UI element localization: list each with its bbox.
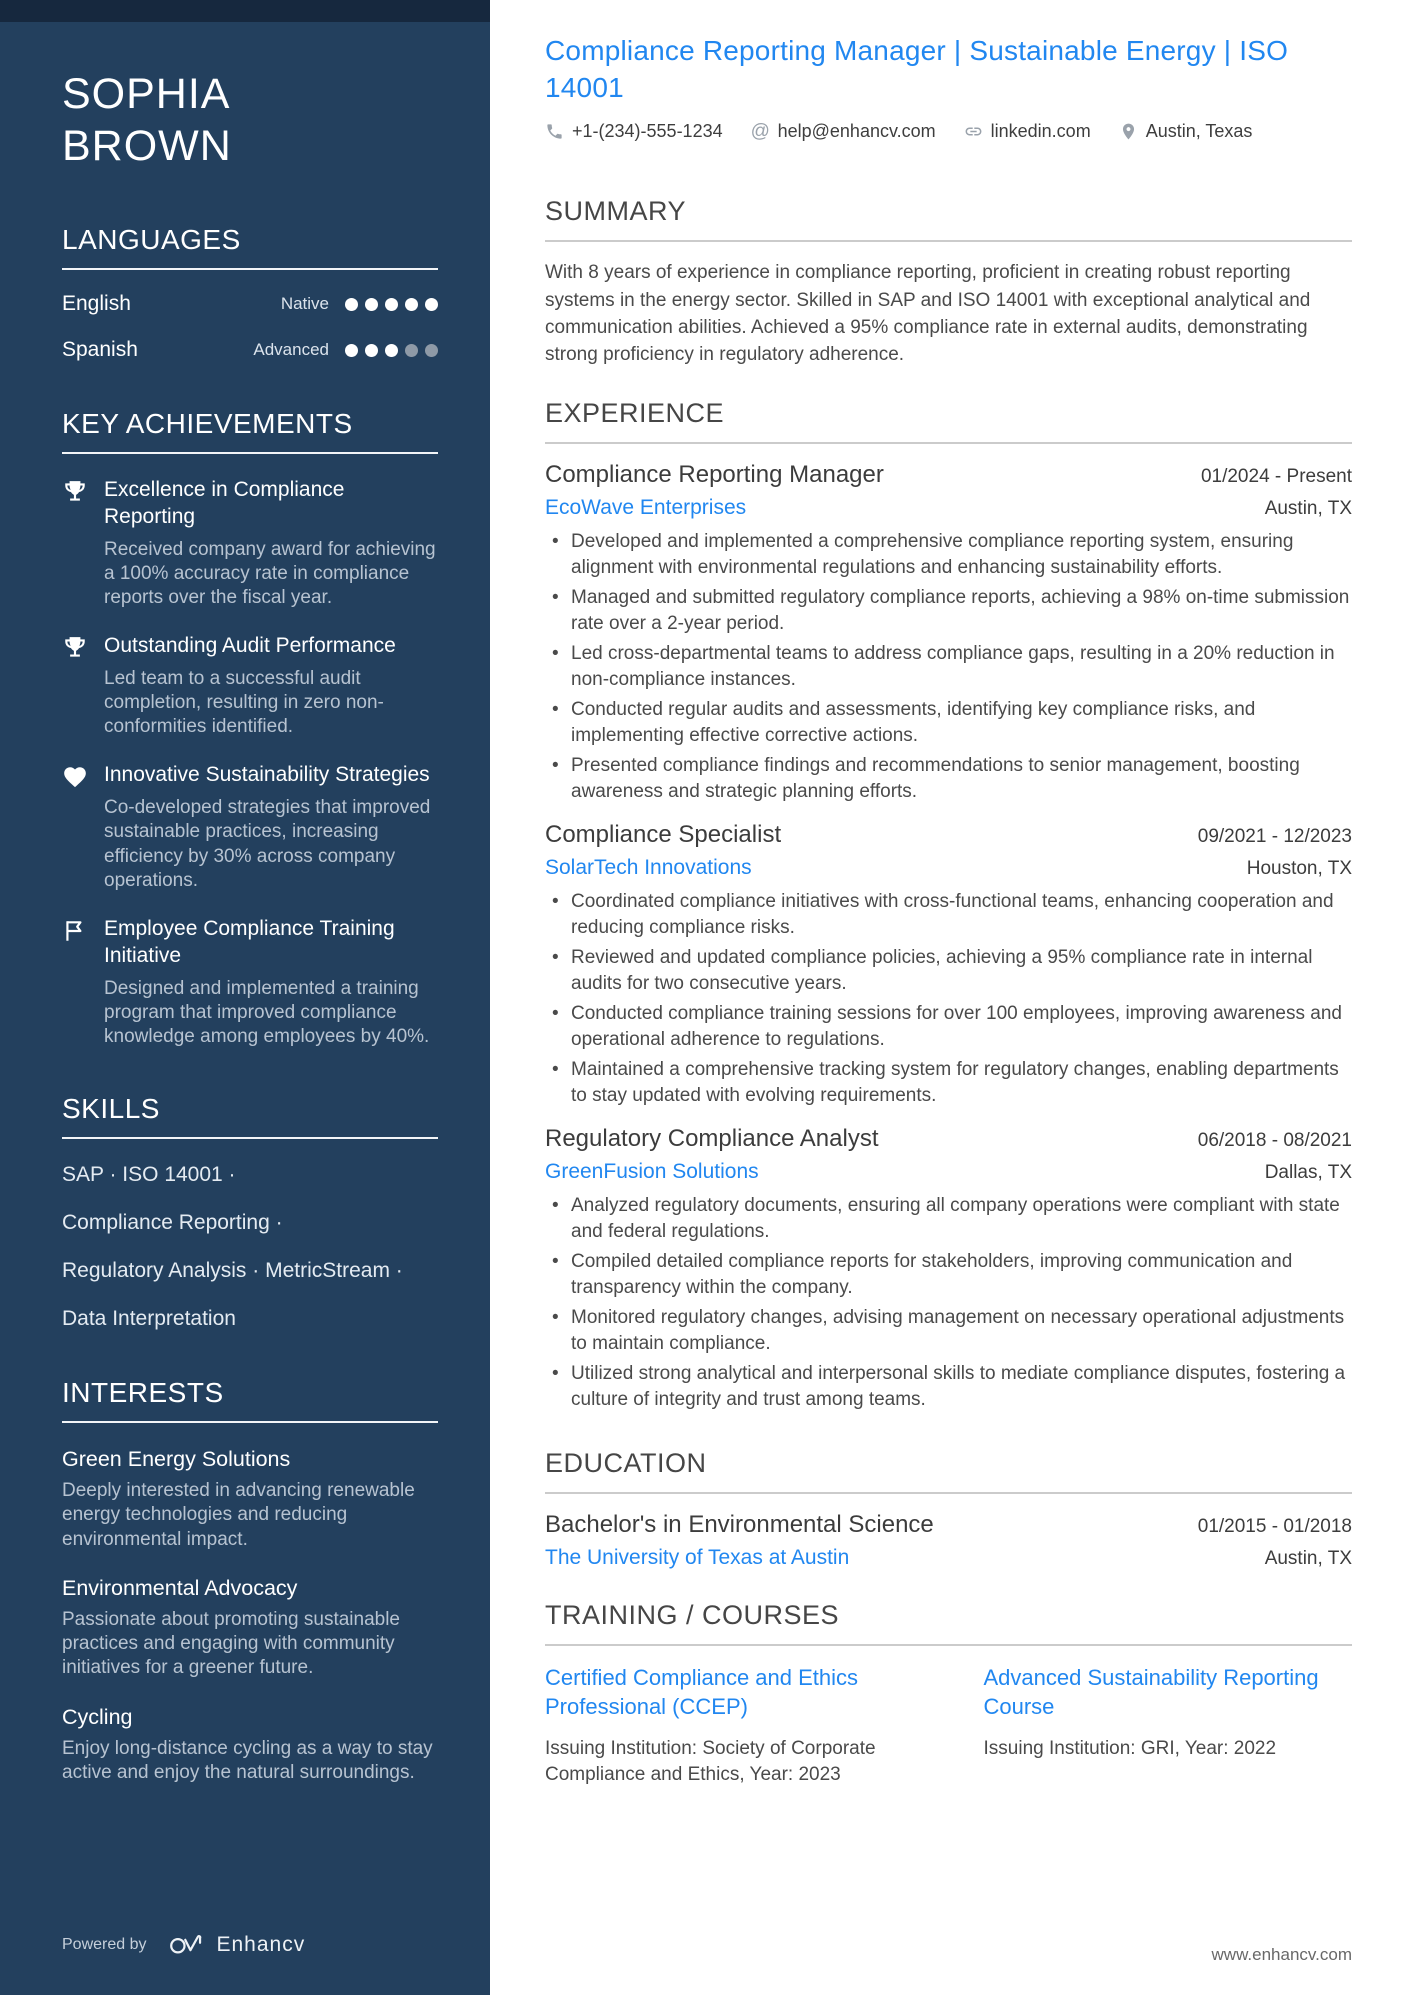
job-bullet: • Coordinated compliance initiatives with cross-functional teams, enhancing cooperation and reducing compliance risks. [545, 889, 1352, 941]
main-column [490, 0, 1410, 1995]
achievement-description: Co-developed strategies that improved sustainable practices, increasing efficiency by 30% across company operations. [104, 797, 431, 891]
education-title: EDUCATION [545, 1447, 707, 1478]
job-bullet: • Conducted regular audits and assessments, identifying key compliance risks, and implementing effective corrective actions. [545, 697, 1352, 749]
interest-title: Cycling [62, 1704, 133, 1729]
education-subheader [545, 1546, 1352, 1570]
job-header [545, 821, 1352, 849]
proficiency-dot [385, 344, 398, 357]
education-dates: 01/2015 - 01/2018 [1197, 1515, 1352, 1537]
job-subheader [545, 1160, 1352, 1184]
achievement-text [104, 477, 438, 610]
proficiency-dot [345, 344, 358, 357]
education-location: Austin, TX [1264, 1547, 1352, 1569]
email-contact[interactable] [751, 121, 936, 142]
job-bullet: • Presented compliance findings and recommendations to senior management, boosting awareness and strategic planning efforts. [545, 753, 1352, 805]
section-divider [545, 1492, 1352, 1494]
interests-section [62, 1377, 438, 1786]
course-grid [545, 1663, 1352, 1788]
summary-text: With 8 years of experience in compliance reporting, proficient in creating robust reporting systems in the energy sector. Skilled in SAP and ISO 14001 with exceptional analytical and communication abilities. Achieved a 95% compliance rate in external audits, demonstrating strong proficiency in regulatory adherence. [545, 262, 1311, 365]
section-divider [545, 1644, 1352, 1646]
job-entry [545, 821, 1352, 1109]
achievement-title: Excellence in Compliance Reporting [104, 478, 345, 528]
job-dates: 06/2018 - 08/2021 [1197, 1130, 1352, 1152]
experience-section [545, 398, 1352, 1417]
summary-section [545, 196, 1352, 368]
enhancv-logo[interactable] [169, 1933, 203, 1957]
course-issuer: Issuing Institution: GRI, Year: 2022 [983, 1738, 1277, 1760]
proficiency-dot [385, 298, 398, 311]
phone-number: +1-(234)-555-1234 [572, 121, 723, 142]
job-bullet: • Maintained a comprehensive tracking system for regulatory changes, enabling departments to stay updated with evolving requirements. [545, 1057, 1352, 1109]
enhancv-brand-name[interactable]: Enhancv [216, 1933, 306, 1956]
achievement-text [104, 916, 438, 1049]
at-icon: @ [750, 121, 770, 143]
interest-item [62, 1576, 438, 1681]
skill-line: Regulatory Analysis · MetricStream · [62, 1258, 403, 1282]
job-bullet: • Utilized strong analytical and interpersonal skills to mediate compliance disputes, fostering a culture of integrity and trust among teams. [545, 1361, 1352, 1413]
job-bullet: • Conducted compliance training sessions for over 100 employees, improving awareness and operational adherence to regulations. [545, 1001, 1352, 1053]
skill-line: Data Interpretation [62, 1306, 236, 1330]
job-bullet: • Managed and submitted regulatory compliance reports, achieving a 98% on-time submission rate over a 2-year period. [545, 585, 1352, 637]
location-icon [1119, 122, 1138, 141]
flag-icon [62, 918, 88, 944]
job-location: Austin, TX [1264, 498, 1352, 520]
skill-line: SAP · ISO 14001 · [62, 1162, 236, 1186]
course-name: Certified Compliance and Ethics Professional (CCEP) [545, 1664, 859, 1720]
linkedin-contact[interactable] [964, 121, 1091, 142]
job-dates: 01/2024 - Present [1200, 466, 1352, 488]
powered-by-label: Powered by [62, 1936, 147, 1953]
proficiency-dot [365, 298, 378, 311]
key-achievements-section [62, 408, 438, 1049]
powered-by-footer [0, 1933, 490, 1995]
job-entry [545, 461, 1352, 805]
achievement-text [104, 633, 438, 739]
interest-title: Green Energy Solutions [62, 1446, 291, 1471]
job-subheader [545, 856, 1352, 880]
language-proficiency-dots [345, 298, 438, 311]
language-proficiency-dots [345, 344, 438, 357]
course-name: Advanced Sustainability Reporting Course [983, 1664, 1319, 1720]
language-row [62, 338, 438, 362]
interest-item [62, 1705, 438, 1786]
sidebar-top-strip [0, 0, 490, 22]
achievement-title: Outstanding Audit Performance [104, 634, 396, 658]
job-location: Dallas, TX [1264, 1162, 1352, 1184]
job-subheader [545, 496, 1352, 520]
section-divider [62, 1137, 438, 1139]
skills-title: SKILLS [62, 1092, 160, 1124]
job-company: GreenFusion Solutions [545, 1160, 759, 1184]
job-role: Compliance Reporting Manager [545, 461, 884, 489]
section-divider [62, 452, 438, 454]
skills-section [62, 1093, 438, 1331]
link-icon [964, 122, 983, 141]
candidate-name: SOPHIA BROWN [62, 70, 232, 171]
skill-line: Compliance Reporting · [62, 1210, 283, 1234]
job-dates: 09/2021 - 12/2023 [1197, 826, 1352, 848]
achievement-description: Designed and implemented a training program that improved compliance knowledge among employees by 40%. [104, 977, 430, 1047]
section-divider [545, 240, 1352, 242]
email-address[interactable]: help@enhancv.com [777, 121, 936, 142]
achievement-title: Employee Compliance Training Initiative [104, 916, 395, 967]
proficiency-dot [405, 344, 418, 357]
achievement-description: Led team to a successful audit completion, resulting in zero non-conformities identified. [104, 668, 384, 738]
education-school: The University of Texas at Austin [545, 1545, 850, 1569]
phone-icon [545, 122, 564, 141]
website-footer[interactable]: www.enhancv.com [1211, 1945, 1352, 1964]
language-row [62, 292, 438, 316]
interest-title: Environmental Advocacy [62, 1575, 298, 1600]
proficiency-dot [345, 298, 358, 311]
achievement-item [62, 762, 438, 892]
location-contact [1119, 121, 1253, 142]
proficiency-dot [425, 298, 438, 311]
job-role: Regulatory Compliance Analyst [545, 1125, 879, 1153]
achievement-item [62, 633, 438, 739]
achievement-description: Received company award for achieving a 100% accuracy rate in compliance reports over the fiscal year. [104, 538, 436, 609]
training-title: TRAINING / COURSES [545, 1599, 840, 1630]
job-header [545, 1125, 1352, 1153]
linkedin-url[interactable]: linkedin.com [990, 121, 1091, 142]
job-bullet: • Led cross-departmental teams to address compliance gaps, resulting in a 20% reduction in non-compliance instances. [545, 641, 1352, 693]
language-level: Advanced [253, 340, 329, 360]
languages-title: LANGUAGES [62, 224, 241, 256]
education-section [545, 1448, 1352, 1570]
job-bullets [545, 529, 1352, 805]
education-degree: Bachelor's in Environmental Science [545, 1510, 934, 1538]
heart-icon [62, 764, 88, 790]
interest-description: Deeply interested in advancing renewable energy technologies and reducing environmental impact. [62, 1479, 415, 1550]
job-entry [545, 1125, 1352, 1413]
language-name: Spanish [62, 338, 138, 362]
section-divider [62, 1421, 438, 1423]
trophy-icon [62, 635, 88, 661]
training-section [545, 1600, 1352, 1788]
contact-row [545, 121, 1352, 142]
achievement-item [62, 477, 438, 610]
trophy-icon [62, 479, 88, 505]
summary-title: SUMMARY [545, 196, 687, 227]
job-bullet: • Reviewed and updated compliance policies, achieving a 95% compliance rate in internal audits for two consecutive years. [545, 945, 1352, 997]
proficiency-dot [405, 298, 418, 311]
job-bullet: • Analyzed regulatory documents, ensuring all company operations were compliant with state and federal regulations. [545, 1193, 1352, 1245]
job-bullets [545, 1193, 1352, 1413]
interests-title: INTERESTS [62, 1376, 224, 1408]
proficiency-dot [425, 344, 438, 357]
job-location: Houston, TX [1246, 858, 1352, 880]
phone-contact [545, 121, 723, 142]
course-entry [545, 1663, 914, 1788]
job-role: Compliance Specialist [545, 821, 782, 849]
job-bullet: • Monitored regulatory changes, advising management on necessary operational adjustments to maintain compliance. [545, 1305, 1352, 1357]
language-level: Native [280, 294, 329, 314]
location-text: Austin, Texas [1145, 121, 1253, 142]
experience-title: EXPERIENCE [545, 398, 725, 429]
language-name: English [62, 292, 131, 316]
languages-section [62, 224, 438, 362]
job-bullets [545, 889, 1352, 1109]
course-issuer: Issuing Institution: Society of Corporate Compliance and Ethics, Year: 2023 [545, 1738, 876, 1786]
job-header [545, 461, 1352, 489]
achievement-text [104, 762, 438, 892]
interest-description: Passionate about promoting sustainable practices and engaging with community initiatives for a greener future. [62, 1608, 401, 1679]
achievements-title: KEY ACHIEVEMENTS [62, 408, 353, 440]
job-bullet: • Compiled detailed compliance reports for stakeholders, improving communication and transparency within the company. [545, 1249, 1352, 1301]
interest-description: Enjoy long-distance cycling as a way to stay active and enjoy the natural surroundings. [62, 1737, 433, 1784]
resume-headline: Compliance Reporting Manager | Sustainable Energy | ISO 14001 [545, 35, 1289, 104]
education-header [545, 1511, 1352, 1539]
section-divider [545, 442, 1352, 444]
job-company: EcoWave Enterprises [545, 496, 747, 520]
job-bullet: • Developed and implemented a comprehensive compliance reporting system, ensuring alignment with environmental regulations and enhancing sustainability efforts. [545, 529, 1352, 581]
achievement-item [62, 916, 438, 1049]
course-entry [984, 1663, 1353, 1788]
interest-item [62, 1447, 438, 1552]
section-divider [62, 268, 438, 270]
job-company: SolarTech Innovations [545, 856, 752, 880]
achievement-title: Innovative Sustainability Strategies [104, 763, 430, 787]
proficiency-dot [365, 344, 378, 357]
sidebar [0, 0, 490, 1995]
